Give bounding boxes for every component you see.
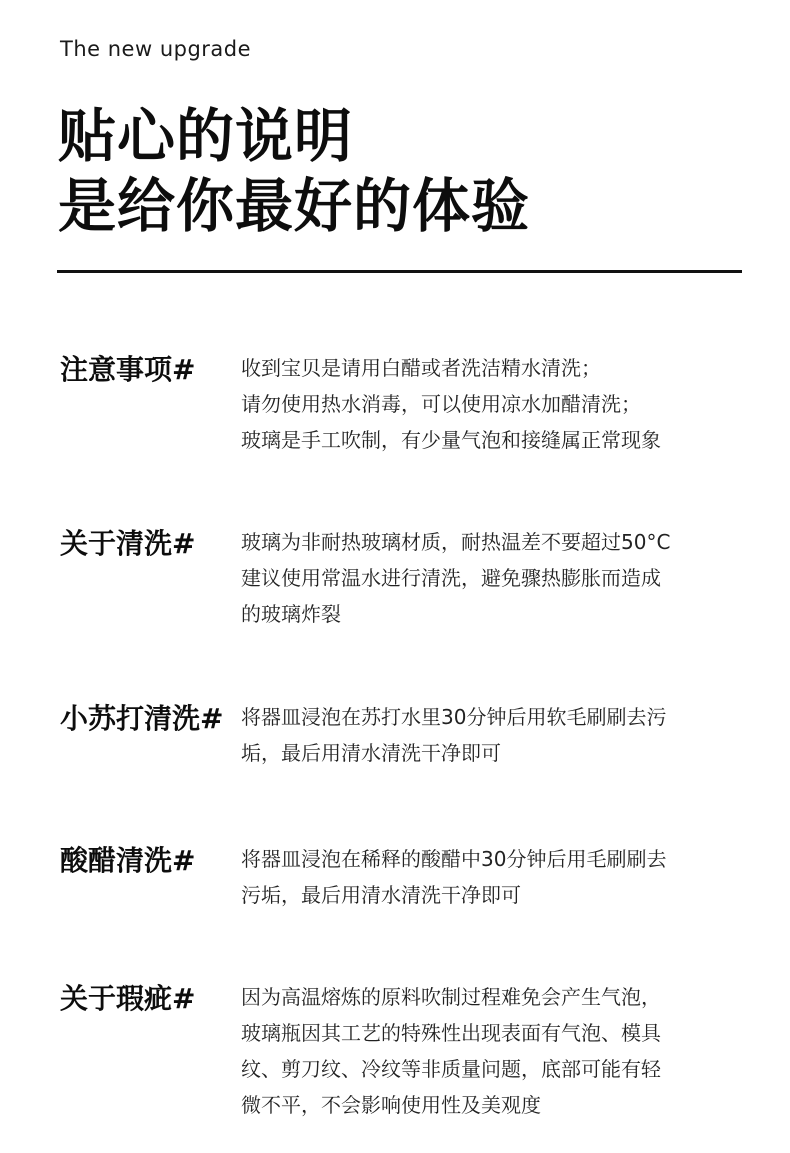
section-body-defects	[241, 979, 721, 1123]
section-line: 请勿使用热水消毒，可以使用凉水加醋清洗；	[241, 392, 641, 416]
section-title-defects: 关于瑕疵#	[60, 982, 196, 1015]
section-body-vinegar	[241, 841, 721, 913]
section-line: 因为高温熔炼的原料吹制过程难免会产生气泡，	[241, 985, 661, 1009]
section-title-cleaning: 关于清洗#	[60, 527, 196, 560]
section-line: 建议使用常温水进行清洗，避免骤热膨胀而造成	[241, 566, 661, 590]
header-divider	[57, 270, 742, 273]
section-line: 玻璃瓶因其工艺的特殊性出现表面有气泡、模具	[241, 1021, 661, 1045]
section-line: 微不平，不会影响使用性及美观度	[241, 1093, 541, 1117]
section-title-notes: 注意事项#	[60, 353, 196, 386]
headline-line-1: 贴心的说明	[58, 102, 354, 170]
section-line: 纹、剪刀纹、冷纹等非质量问题，底部可能有轻	[241, 1057, 661, 1081]
section-line: 污垢，最后用清水清洗干净即可	[241, 883, 521, 907]
section-line: 将器皿浸泡在苏打水里30分钟后用软毛刷刷去污	[241, 705, 667, 729]
section-line: 收到宝贝是请用白醋或者洗洁精水清洗；	[241, 356, 601, 380]
section-title-vinegar: 酸醋清洗#	[60, 844, 196, 877]
subtitle: The new upgrade	[60, 37, 252, 61]
section-line: 垢，最后用清水清洗干净即可	[241, 741, 501, 765]
section-line: 玻璃为非耐热玻璃材质，耐热温差不要超过50°C	[241, 530, 671, 554]
section-title-baking-soda: 小苏打清洗#	[60, 702, 224, 735]
section-body-notes	[241, 350, 721, 458]
section-line: 玻璃是手工吹制，有少量气泡和接缝属正常现象	[241, 428, 661, 452]
section-line: 将器皿浸泡在稀释的酸醋中30分钟后用毛刷刷去	[241, 847, 667, 871]
section-body-baking-soda	[241, 699, 721, 771]
headline-line-2: 是给你最好的体验	[58, 172, 531, 240]
section-line: 的玻璃炸裂	[241, 602, 341, 626]
section-body-cleaning	[241, 524, 721, 632]
